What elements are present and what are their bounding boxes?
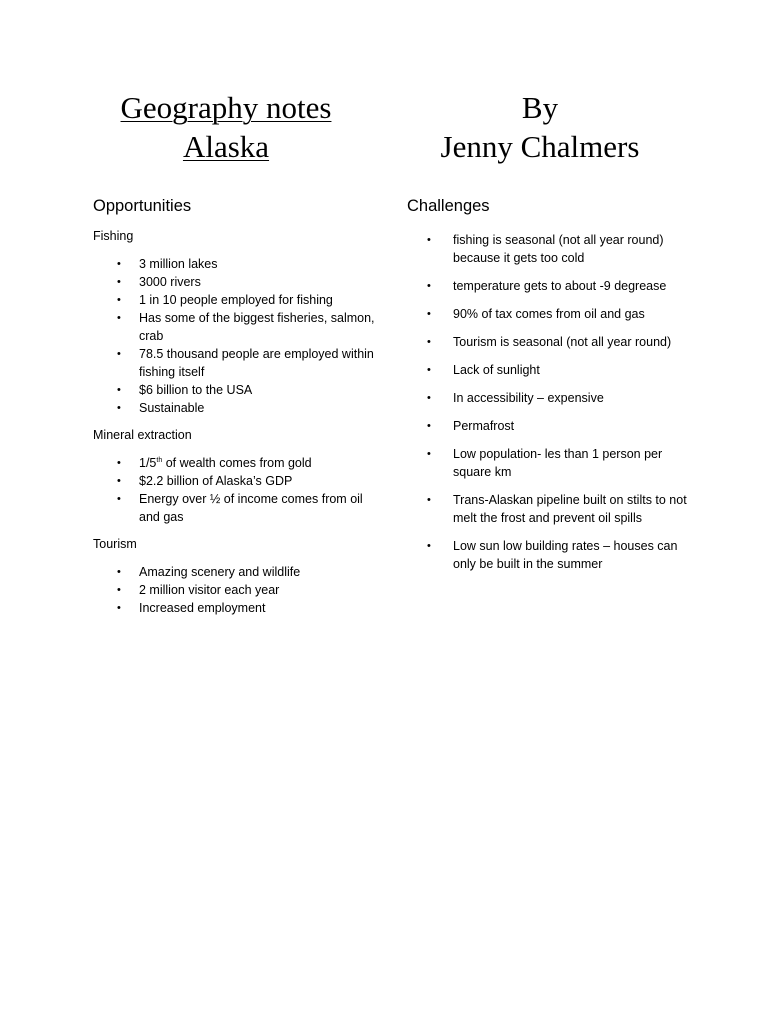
opportunity-item (93, 472, 378, 490)
opportunity-item-text: 2 million visitor each year (139, 583, 280, 597)
challenge-item-text: Permafrost (453, 419, 515, 433)
author-byline (400, 88, 680, 166)
challenge-item (407, 389, 687, 407)
challenges-list (407, 231, 687, 573)
challenge-item (407, 231, 687, 267)
challenge-item (407, 277, 687, 295)
challenges-column (407, 195, 687, 583)
opportunity-item-text: Amazing scenery and wildlife (139, 565, 301, 579)
challenge-item-text: Low sun low building rates – houses can only be built in the summer (453, 539, 678, 571)
bullet-icon: • (427, 420, 431, 432)
byline-by: By (521, 90, 559, 125)
bullet-icon: • (427, 280, 431, 292)
bullet-icon: • (117, 312, 121, 324)
bullet-icon: • (117, 566, 121, 578)
challenge-item-text: Tourism is seasonal (not all year round) (453, 335, 672, 349)
opportunity-item-text: 1/5th of wealth comes from gold (139, 456, 312, 470)
bullet-icon: • (427, 234, 431, 246)
opportunity-item-text: $6 billion to the USA (139, 383, 253, 397)
opportunity-item (93, 581, 378, 599)
section-label: Tourism (93, 537, 137, 551)
challenge-item (407, 361, 687, 379)
opportunity-item (93, 454, 378, 472)
challenge-item-text: Lack of sunlight (453, 363, 540, 377)
bullet-icon: • (117, 384, 121, 396)
section-label: Mineral extraction (93, 428, 192, 442)
challenge-item-text: In accessibility – expensive (453, 391, 604, 405)
opportunity-item-text: Sustainable (139, 401, 205, 415)
bullet-icon: • (117, 276, 121, 288)
opportunity-item-text: 1 in 10 people employed for fishing (139, 293, 333, 307)
opportunity-item-text: Energy over ½ of income comes from oil and gas (139, 492, 363, 524)
opportunity-item (93, 291, 378, 309)
bullet-icon: • (427, 448, 431, 460)
bullet-icon: • (427, 336, 431, 348)
opportunity-item-text: Has some of the biggest fisheries, salmon, crab (139, 311, 375, 343)
title-line-1: Geography notes (120, 90, 332, 125)
opportunity-item (93, 381, 378, 399)
opportunity-item-text: 3 million lakes (139, 257, 218, 271)
challenge-item (407, 491, 687, 527)
bullet-icon: • (117, 602, 121, 614)
opportunity-item (93, 345, 378, 381)
bullet-icon: • (117, 457, 121, 469)
author-name: Jenny Chalmers (440, 129, 640, 164)
opportunity-item-text: Increased employment (139, 601, 266, 615)
opportunity-item (93, 490, 378, 526)
challenge-item-text: Trans-Alaskan pipeline built on stilts to not melt the frost and prevent oil spills (453, 493, 687, 525)
opportunity-item (93, 273, 378, 291)
challenge-item-text: fishing is seasonal (not all year round) because it gets too cold (453, 233, 664, 265)
opportunity-item-text: 78.5 thousand people are employed within fishing itself (139, 347, 374, 379)
section-label: Fishing (93, 229, 134, 243)
opportunity-item (93, 399, 378, 417)
bullet-icon: • (117, 493, 121, 505)
bullet-icon: • (117, 294, 121, 306)
section-list (93, 255, 378, 417)
opportunity-item (93, 563, 378, 581)
challenge-item (407, 445, 687, 481)
challenge-item (407, 417, 687, 435)
bullet-icon: • (427, 308, 431, 320)
opportunity-item (93, 255, 378, 273)
title-line-2: Alaska (182, 129, 270, 164)
challenge-item-text: 90% of tax comes from oil and gas (453, 307, 645, 321)
challenge-item-text: temperature gets to about -9 degrease (453, 279, 667, 293)
opportunities-heading: Opportunities (93, 197, 192, 215)
bullet-icon: • (117, 258, 121, 270)
bullet-icon: • (427, 494, 431, 506)
document-title (90, 88, 362, 166)
opportunities-column (93, 195, 378, 626)
bullet-icon: • (117, 348, 121, 360)
bullet-icon: • (117, 584, 121, 596)
bullet-icon: • (117, 402, 121, 414)
challenge-item (407, 537, 687, 573)
opportunity-item-text: $2.2 billion of Alaska’s GDP (139, 474, 293, 488)
opportunity-item (93, 309, 378, 345)
bullet-icon: • (427, 364, 431, 376)
challenges-heading: Challenges (407, 197, 490, 215)
opportunity-item (93, 599, 378, 617)
section-list (93, 563, 378, 617)
opportunity-item-text: 3000 rivers (139, 275, 201, 289)
challenge-item (407, 305, 687, 323)
bullet-icon: • (427, 392, 431, 404)
opportunities-sections (93, 227, 378, 617)
section-list (93, 454, 378, 526)
challenge-item (407, 333, 687, 351)
bullet-icon: • (427, 540, 431, 552)
challenge-item-text: Low population- les than 1 person per square km (453, 447, 663, 479)
bullet-icon: • (117, 475, 121, 487)
